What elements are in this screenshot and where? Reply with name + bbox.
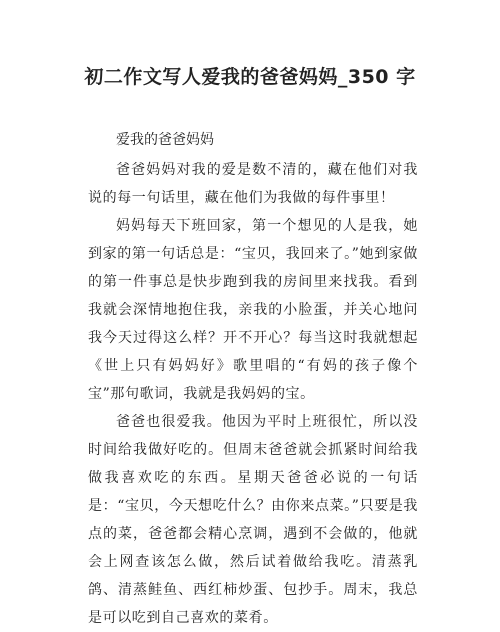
article-body	[88, 126, 418, 632]
paragraph: 爸爸妈妈对我的爱是数不清的，藏在他们对我说的每一句话里，藏在他们为我做的每件事里！	[88, 162, 418, 206]
paragraph: 爸爸也很爱我。他因为平时上班很忙，所以没时间给我做好吃的。但周末爸爸就会抓紧时间给我做我喜欢吃的东西。星期天爸爸必说的一句话是：“宝贝，今天想吃什么？由你来点菜。”只要是我点的菜，爸爸都会精心烹调，遇到不会做的，他就会上网查该怎么做，然后试着做给我吃。清蒸乳鸽、清蒸鲑鱼、西红柿炒蛋、包抄手。周末，我总是可以吃到自己喜欢的菜肴。	[88, 414, 418, 626]
article-heading: 爱我的爸爸妈妈	[116, 132, 214, 148]
paragraph: 妈妈每天下班回家，第一个想见的人是我，她到家的第一句话总是：“宝贝，我回来了。”她到家做的第一件事总是快步跑到我的房间里来找我。看到我就会深情地抱住我，亲我的小脸蛋，并关心地问我今天过得这么样？开不开心？每当这时我就想起《世上只有妈妈好》歌里唱的“有妈的孩子像个宝”那句歌词，我就是我妈妈的宝。	[88, 218, 418, 402]
document-title: 初二作文写人爱我的爸爸妈妈_350 字	[84, 66, 416, 88]
